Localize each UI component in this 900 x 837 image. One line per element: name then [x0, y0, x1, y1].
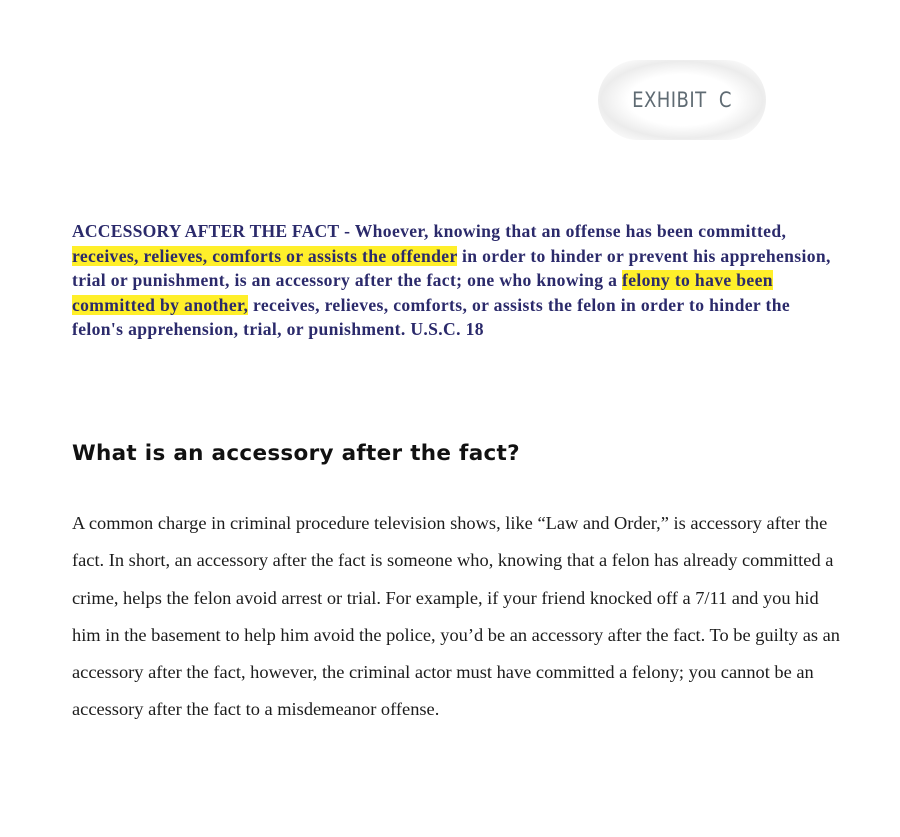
statute-text-2: in order to hinder or prevent his apprehension, trial or punishment, is an accessory after the fact; one who knowing a — [72, 245, 831, 291]
answer-paragraph: A common charge in criminal procedure television shows, like “Law and Order,” is accessory after the fact. In short, an accessory after the fact is someone who, knowing that a felon has already committed a crime, helps the felon avoid arrest or trial. For example, if your friend knocked off a 7/11 and you hid him in the basement to help him avoid the police, you’d be an accessory after the fact. To be guilty as an accessory after the fact, however, the criminal actor must have committed a felony; you cannot be an accessory after the fact to a misdemeanor offense. — [72, 513, 840, 720]
statute-heading: ACCESSORY AFTER THE FACT — [72, 221, 340, 241]
exhibit-stamp — [598, 60, 766, 140]
exhibit-label: EXHIBIT C — [632, 88, 732, 112]
statute-separator: - — [339, 221, 355, 241]
statute-highlight-1: receives, relieves, comforts or assists the offender — [72, 245, 458, 266]
statute-text-1: Whoever, knowing that an offense has been committed, — [354, 221, 787, 241]
statute-text-3: receives, relieves, comforts, or assists the felon in order to hinder the felon's apprehension, trial, or punishment. U.S.C. 18 — [72, 294, 791, 340]
question-heading: What is an accessory after the fact? — [72, 441, 520, 466]
statute-paragraph — [72, 219, 832, 342]
statute-highlight-2: felony to have been committed by another, — [72, 270, 773, 315]
